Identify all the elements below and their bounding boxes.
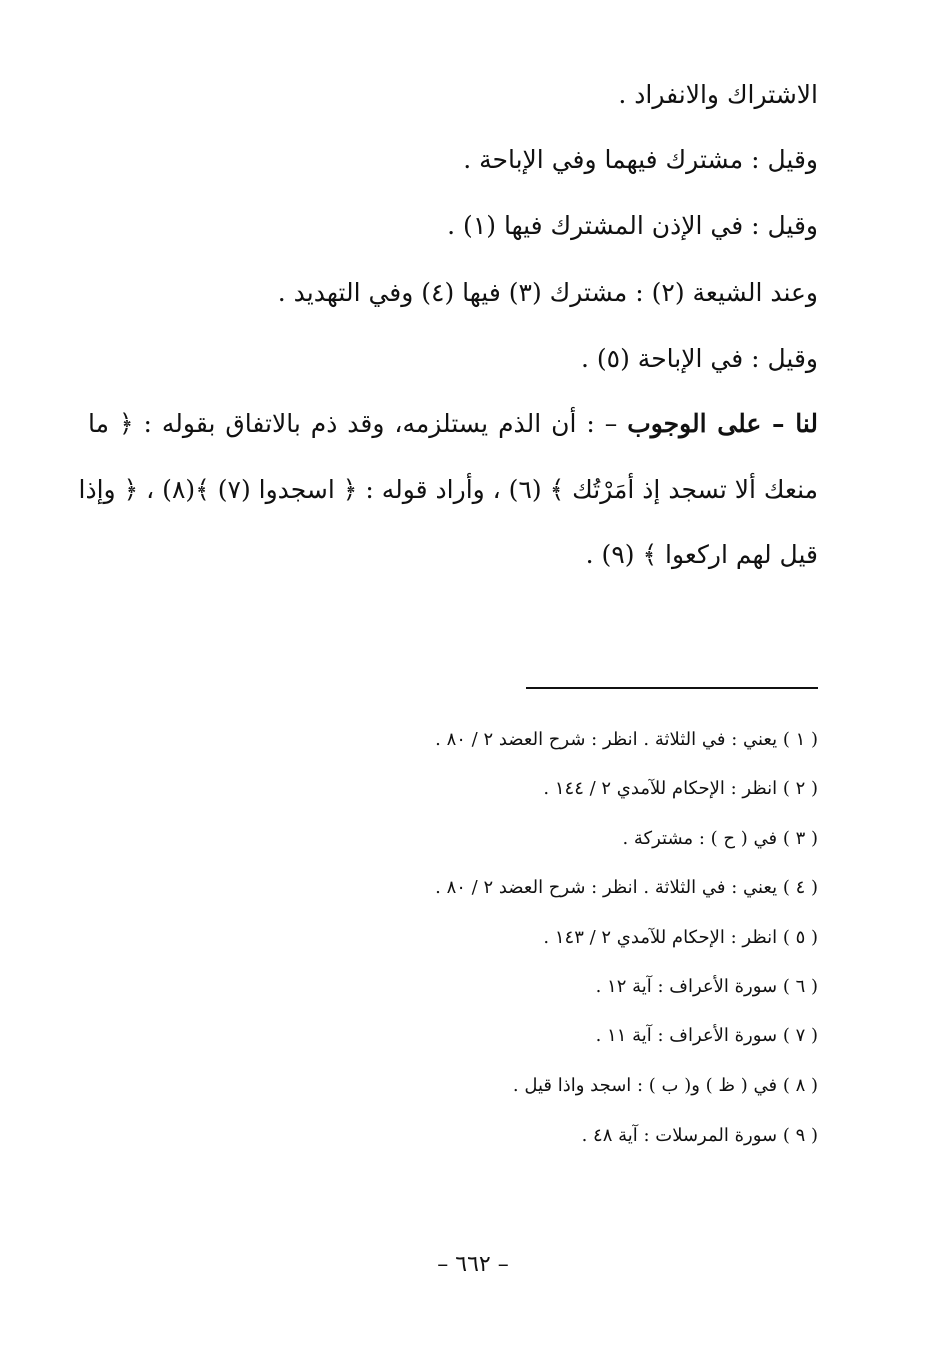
body-line-2: وقيل : مشترك فيهما وفي الإباحة . <box>463 145 818 174</box>
footnote-4: ( ٤ ) يعني : في الثلاثة . انظر : شرح العضد ٢ / ٨٠ . <box>435 877 818 898</box>
footnote-1: ( ١ ) يعني : في الثلاثة . انظر : شرح العضد ٢ / ٨٠ . <box>435 729 818 750</box>
footnote-8: ( ٨ ) في ( ظ ) و( ب ) : اسجد واذا قيل . <box>512 1075 818 1096</box>
body-line-4: وعند الشيعة (٢) : مشترك (٣) فيها (٤) وفي التهديد . <box>277 278 818 307</box>
body-line-1: الاشتراك والانفراد . <box>618 80 818 109</box>
page-number: – ٦٦٢ – <box>437 1252 509 1277</box>
footnote-separator <box>526 687 818 689</box>
footnote-2: ( ٢ ) انظر : الإحكام للآمدي ٢ / ١٤٤ . <box>543 778 818 799</box>
argument-heading: لنا – على الوجوب <box>627 409 818 438</box>
footnote-6: ( ٦ ) سورة الأعراف : آية ١٢ . <box>595 976 818 997</box>
argument-text: – : أن الذم يستلزمه، وقد ذم بالاتفاق بقوله : ﴿ ما <box>88 409 628 438</box>
body-line-8: قيل لهم اركعوا ﴾ (٩) . <box>585 540 818 569</box>
body-line-3: وقيل : في الإذن المشترك فيها (١) . <box>447 211 818 240</box>
footnote-9: ( ٩ ) سورة المرسلات : آية ٤٨ . <box>581 1125 818 1146</box>
footnote-5: ( ٥ ) انظر : الإحكام للآمدي ٢ / ١٤٣ . <box>543 927 818 948</box>
body-line-6 <box>88 407 818 441</box>
footnote-3: ( ٣ ) في ( ح ) : مشتركة . <box>622 828 818 849</box>
footnote-7: ( ٧ ) سورة الأعراف : آية ١١ . <box>595 1025 818 1046</box>
body-line-5: وقيل : في الإباحة (٥) . <box>581 344 818 373</box>
body-line-7: منعك ألا تسجد إذ أمَرْتُك ﴾ (٦) ، وأراد قوله : ﴿ اسجدوا (٧) ﴾(٨) ، ﴿ وإذا <box>78 475 818 504</box>
